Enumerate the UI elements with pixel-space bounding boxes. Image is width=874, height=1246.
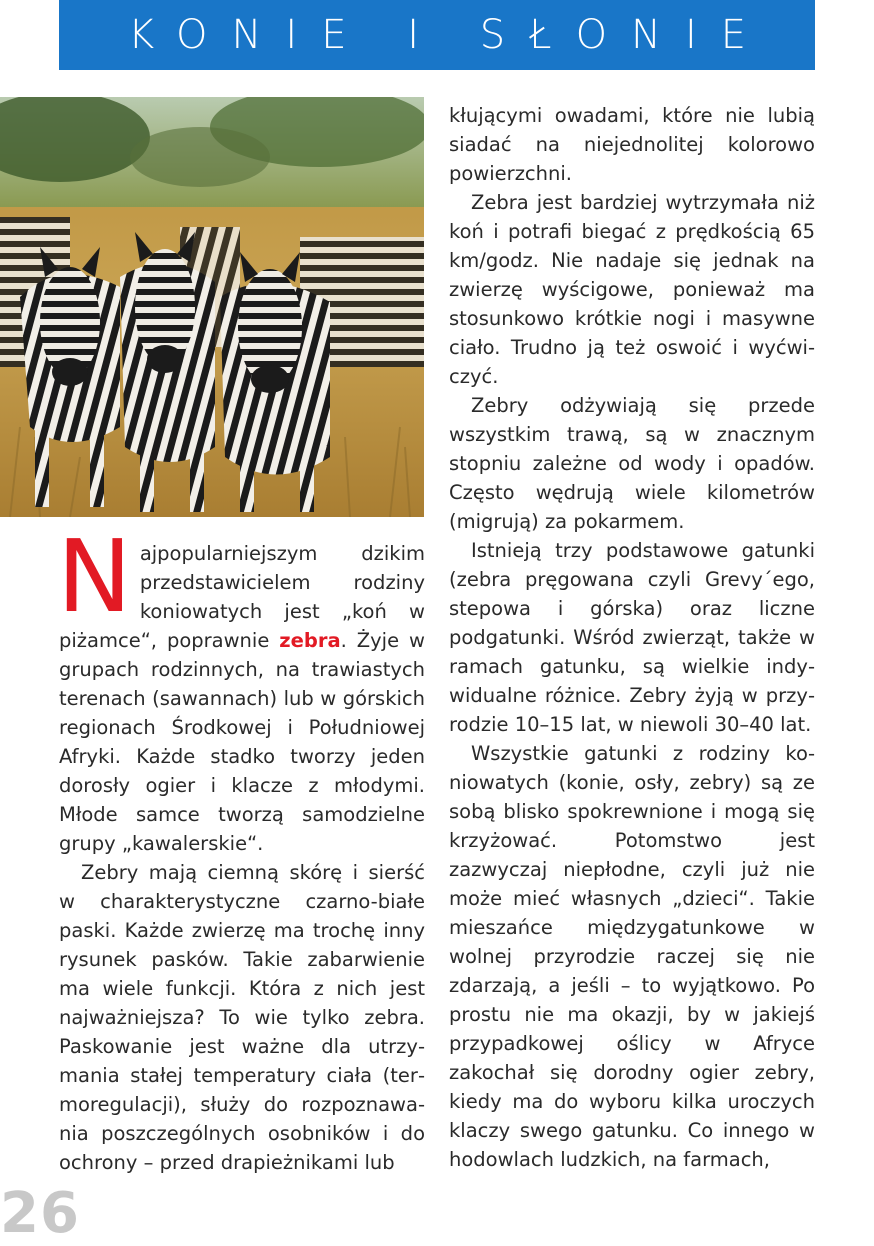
text-column-left xyxy=(57,518,425,1177)
paragraph-species: Istnieją trzy podstawowe gatunki (zebra pręgowana czyli Grevy´ego, stepowa i górska) oraz liczne podgatunki. Wśród zwierząt, także w ramach gatunku, są wielkie indywidualne różnice. Zebry żyją w przyrodzie 10–15 lat, w niewoli 30–40 lat. xyxy=(449,539,815,736)
paragraph-endurance: Zebra jest bardziej wytrzymała niż koń i potrafi biegać z prędkością 65 km/godz. Nie nadaje się jednak na zwierzę wyścigowe, ponieważ ma stosunkowo krótkie nogi i masywne ciało. Trudno ją też oswoić i wyćwiczyć. xyxy=(449,191,815,388)
paragraph-hybrids: Wszystkie gatunki z rodziny koniowatych (konie, osły, zebry) są ze sobą blisko spokrewnione i mogą się krzyżować. Potomstwo jest zazwyczaj niepłodne, czyli już nie może mieć własnych „dzieci“. Takie mieszańce międzygatunkowe w wolnej przyrodzie raczej się nie zdarzają, a jeśli – to wyjątkowo. Po prostu nie ma okazji, by w jakiejś przypadkowej oślicy w Afryce zakochał się dorodny ogier zebry, kiedy ma do wyboru kilka uroczych klaczy swego gatunku. Co innego w hodowlach ludzkich, na farmach, xyxy=(449,742,815,1171)
paragraph-diet: Zebry odżywiają się przede wszystkim trawą, są w znacznym stopniu zależne od wody i opadów. Często wędrują wiele kilometrów (migrują) za pokarmem. xyxy=(449,394,815,533)
highlighted-term: zebra xyxy=(279,629,341,652)
chapter-title: KONIE I SŁONIE xyxy=(127,12,771,58)
chapter-header xyxy=(59,0,815,70)
zebra-photo xyxy=(0,97,424,517)
drop-cap: N xyxy=(57,518,132,635)
intro-text-end: . Żyje w grupach rodzinnych, na trawiastych terenach (sawannach) lub w górskich regionach Środkowej i Południowej Afryki. Każde stadko tworzy jeden dorosły ogier i klacze z młodymi. Młode samce tworzą samodzielne grupy „kawalerskie“. xyxy=(59,629,425,855)
intro-text-start: ajpopularniejszym dzikim przedstawicielem rodziny koniowatych jest „koń w piżamce“, poprawnie xyxy=(59,542,425,652)
page-number: 26 xyxy=(0,1181,80,1246)
paragraph-continued: kłującymi owadami, które nie lubią siadać na niejednolitej kolorowo powierzchni. xyxy=(449,104,815,185)
text-column-right xyxy=(449,101,815,1174)
paragraph-stripes: Zebry mają ciemną skórę i sierść w charakterystyczne czarno-białe paski. Każde zwierzę ma trochę inny rysunek pasków. Takie zabarwienie ma wiele funkcji. Która z nich jest najważniejsza? To wie tylko zebra. Paskowanie jest ważne dla utrzymania stałej temperatury ciała (termoregulacji), służy do rozpoznawania poszczególnych osobników i do ochrony – przed drapieżnikami lub xyxy=(59,861,425,1174)
intro-paragraph xyxy=(57,518,425,858)
